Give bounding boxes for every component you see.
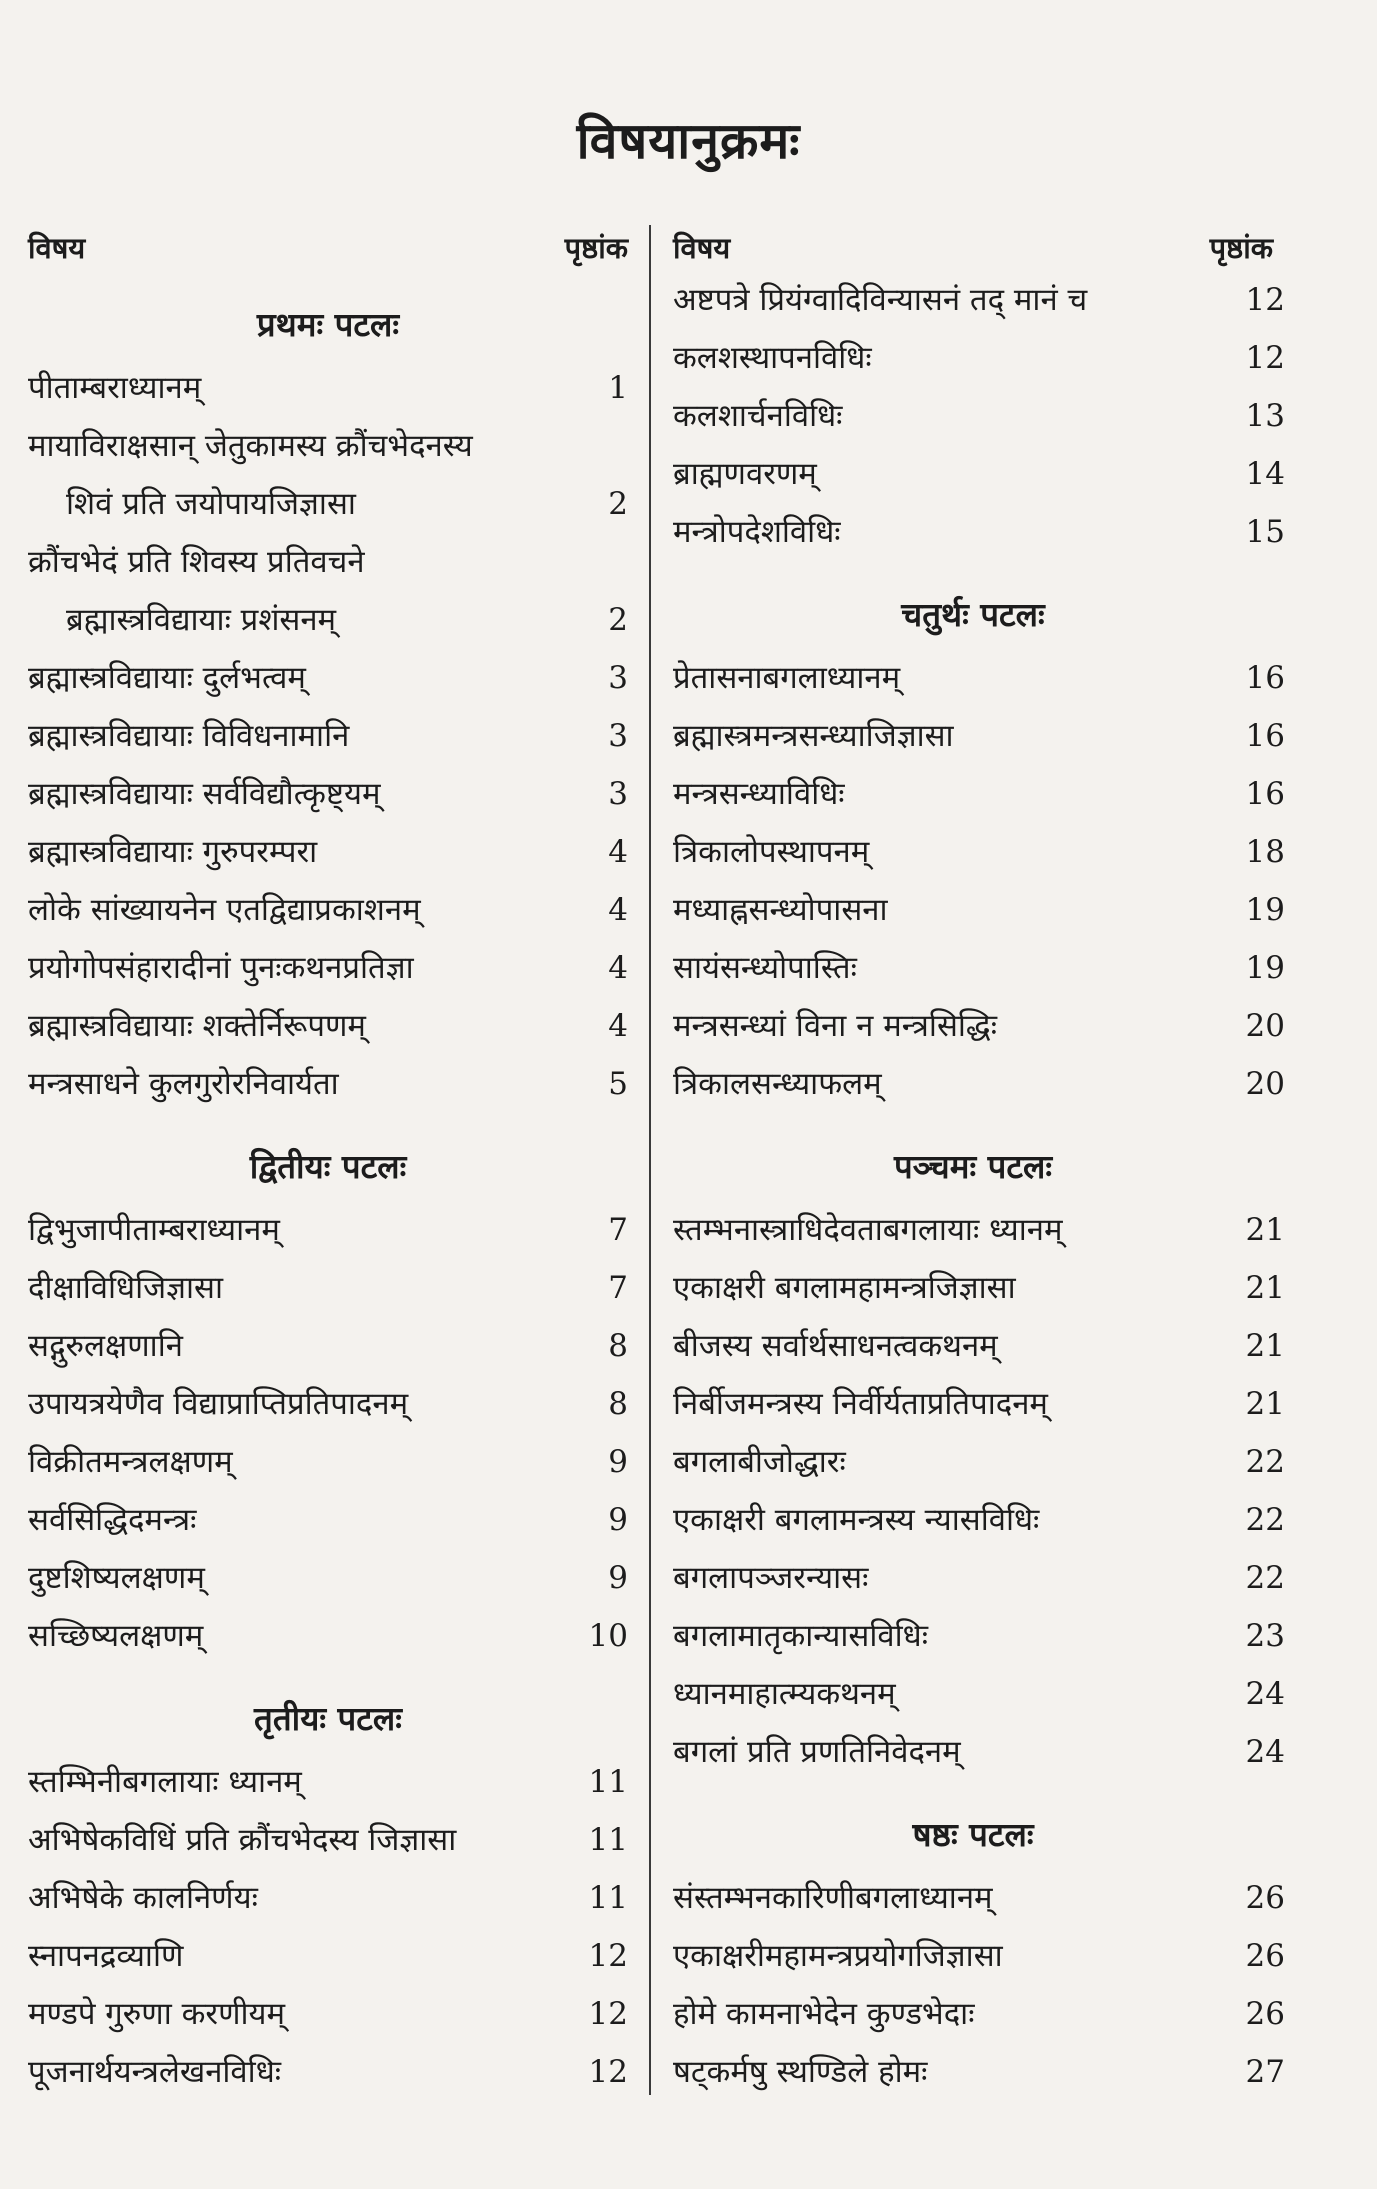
entry-page-number: 8 (608, 1328, 628, 1364)
toc-entry (28, 417, 628, 533)
toc-entry (673, 997, 1285, 1055)
toc-entry (673, 1607, 1285, 1665)
entry-page-number: 12 (1245, 282, 1285, 318)
toc-entry (673, 1055, 1285, 1113)
entry-page-number: 24 (1245, 1734, 1285, 1770)
toc-entry (673, 823, 1285, 881)
toc-entry (28, 1433, 628, 1491)
subject-header: विषय (28, 231, 86, 265)
toc-entry (673, 1433, 1285, 1491)
section-heading: द्वितीयः पटलः (249, 1147, 407, 1186)
page-header: पृष्ठांक (564, 231, 628, 265)
entry-title: एकाक्षरीमहामन्त्रप्रयोगजिज्ञासा (673, 1938, 1003, 1974)
toc-entry (28, 707, 628, 765)
entry-page-number: 22 (1245, 1560, 1285, 1596)
toc-entry (28, 1811, 628, 1869)
entry-title: दीक्षाविधिजिज्ञासा (28, 1270, 224, 1306)
toc-entry (673, 1927, 1285, 1985)
entry-page-number: 3 (608, 776, 628, 812)
entry-page-number: 12 (1245, 340, 1285, 376)
section-heading: चतुर्थः पटलः (901, 595, 1045, 634)
entry-page-number: 2 (608, 486, 628, 522)
entry-page-number: 11 (588, 1880, 628, 1916)
entry-page-number: 11 (588, 1822, 628, 1858)
entry-title: पीताम्बराध्यानम् (28, 370, 202, 406)
entry-page-number: 9 (608, 1502, 628, 1538)
entry-title: षट्कर्मषु स्थण्डिले होमः (673, 2054, 928, 2090)
toc-entry (28, 1607, 628, 1665)
entry-title: मण्डपे गुरुणा करणीयम् (28, 1996, 286, 2032)
entry-title: अष्टपत्रे प्रियंग्वादिविन्यासनं तद् मानं च (673, 282, 1088, 318)
entry-page-number: 19 (1245, 892, 1285, 928)
entry-title: अभिषेके कालनिर्णयः (28, 1880, 258, 1916)
entry-page-number: 13 (1245, 398, 1285, 434)
entry-title: द्विभुजापीताम्बराध्यानम् (28, 1212, 280, 1248)
entry-title: कलशार्चनविधिः (673, 398, 843, 434)
toc-entry (673, 1317, 1285, 1375)
entry-title: ब्रह्मास्त्रविद्यायाः शक्तेर्निरूपणम् (28, 1008, 366, 1044)
toc-entry (673, 1985, 1285, 2043)
entry-page-number: 1 (608, 370, 628, 406)
page-title: विषयानुक्रमः (576, 111, 801, 170)
entry-page-number: 2 (608, 602, 628, 638)
toc-entry (673, 1201, 1285, 1259)
entry-title: बगलापञ्जरन्यासः (673, 1560, 869, 1596)
toc-entry (28, 1201, 628, 1259)
entry-title: ब्रह्मास्त्रविद्यायाः दुर्लभत्वम् (28, 660, 306, 696)
entry-title: बगलां प्रति प्रणतिनिवेदनम् (673, 1734, 961, 1770)
entry-title: क्रौंचभेदं प्रति शिवस्य प्रतिवचने (28, 544, 365, 580)
entry-page-number: 20 (1245, 1066, 1285, 1102)
entry-title: एकाक्षरी बगलामहामन्त्रजिज्ञासा (673, 1270, 1016, 1306)
entry-title: स्तम्भनास्त्राधिदेवताबगलायाः ध्यानम् (673, 1212, 1063, 1248)
right-column (673, 225, 1285, 2101)
entry-page-number: 22 (1245, 1502, 1285, 1538)
toc-entry (673, 329, 1285, 387)
entry-page-number: 4 (608, 834, 628, 870)
entry-title: त्रिकालसन्ध्याफलम् (673, 1066, 882, 1102)
column-header (28, 225, 628, 271)
entry-title: सच्छिष्यलक्षणम् (28, 1618, 204, 1654)
entry-title: सायंसन्ध्योपास्तिः (673, 950, 857, 986)
entry-page-number: 3 (608, 660, 628, 696)
toc-entry (28, 1549, 628, 1607)
entry-title: स्तम्भिनीबगलायाः ध्यानम् (28, 1764, 302, 1800)
entry-page-number: 20 (1245, 1008, 1285, 1044)
entry-title: मन्त्रोपदेशविधिः (673, 514, 841, 550)
entry-title: लोके सांख्यायनेन एतद्विद्याप्रकाशनम् (28, 892, 421, 928)
entry-title: अभिषेकविधिं प्रति क्रौंचभेदस्य जिज्ञासा (28, 1822, 457, 1858)
toc-entry (673, 387, 1285, 445)
toc-entry (28, 997, 628, 1055)
toc-entry (28, 1927, 628, 1985)
entry-title: शिवं प्रति जयोपायजिज्ञासा (66, 486, 356, 522)
entry-title: मध्याह्नसन्ध्योपासना (673, 892, 888, 928)
toc-section (673, 585, 1285, 1113)
entry-title: होमे कामनाभेदेन कुण्डभेदाः (673, 1996, 975, 2032)
toc-entry (28, 2043, 628, 2101)
entry-title: मन्त्रसन्ध्यां विना न मन्त्रसिद्धिः (673, 1008, 997, 1044)
entry-title: संस्तम्भनकारिणीबगलाध्यानम् (673, 1880, 993, 1916)
entry-page-number: 11 (588, 1764, 628, 1800)
toc-entry (28, 1753, 628, 1811)
toc-section (28, 1689, 628, 2101)
entry-page-number: 19 (1245, 950, 1285, 986)
toc-entry (673, 1259, 1285, 1317)
entry-title: ब्राह्मणवरणम् (673, 456, 817, 492)
entry-page-number: 4 (608, 1008, 628, 1044)
entry-title: ब्रह्मास्त्रविद्यायाः प्रशंसनम् (66, 602, 337, 638)
toc-section (673, 1805, 1285, 2101)
entry-title: त्रिकालोपस्थापनम् (673, 834, 870, 870)
entry-page-number: 12 (588, 2054, 628, 2090)
entry-page-number: 14 (1245, 456, 1285, 492)
subject-header: विषय (673, 231, 731, 265)
entry-title: कलशस्थापनविधिः (673, 340, 872, 376)
toc-entry (673, 939, 1285, 997)
toc-entry (673, 445, 1285, 503)
page-header: पृष्ठांक (1209, 231, 1273, 265)
toc-entry (28, 359, 628, 417)
entry-page-number: 21 (1245, 1386, 1285, 1422)
toc-entry (673, 881, 1285, 939)
toc-entry (673, 1869, 1285, 1927)
toc-entry (673, 1665, 1285, 1723)
entry-page-number: 16 (1245, 660, 1285, 696)
entry-page-number: 16 (1245, 776, 1285, 812)
toc-entry (28, 823, 628, 881)
entry-title: एकाक्षरी बगलामन्त्रस्य न्यासविधिः (673, 1502, 1040, 1538)
column-divider (649, 225, 651, 2095)
toc-entry (28, 1985, 628, 2043)
entry-title: बगलामातृकान्यासविधिः (673, 1618, 929, 1654)
entry-page-number: 26 (1245, 1880, 1285, 1916)
left-sections (28, 295, 628, 2101)
entry-title: ब्रह्मास्त्रविद्यायाः विविधनामानि (28, 718, 350, 754)
toc-section (28, 295, 628, 1113)
entry-title: बगलाबीजोद्धारः (673, 1444, 846, 1480)
toc-entry (28, 1055, 628, 1113)
section-heading: षष्ठः पटलः (912, 1815, 1034, 1854)
entry-title: ध्यानमाहात्म्यकथनम् (673, 1676, 896, 1712)
entry-title: प्रयोगोपसंहारादीनां पुनःकथनप्रतिज्ञा (28, 950, 414, 986)
toc-entry (28, 1259, 628, 1317)
entry-page-number: 23 (1245, 1618, 1285, 1654)
toc-section (673, 1137, 1285, 1781)
entry-page-number: 9 (608, 1560, 628, 1596)
toc-entry (28, 533, 628, 649)
entry-title: पूजनार्थयन्त्रलेखनविधिः (28, 2054, 282, 2090)
toc-entry (673, 1549, 1285, 1607)
entry-title: मायाविराक्षसान् जेतुकामस्य क्रौंचभेदनस्य (28, 428, 473, 464)
entry-page-number: 4 (608, 892, 628, 928)
section-heading: तृतीयः पटलः (254, 1699, 402, 1738)
entry-title: सद्गुरुलक्षणानि (28, 1328, 183, 1364)
entry-page-number: 27 (1245, 2054, 1285, 2090)
entry-page-number: 16 (1245, 718, 1285, 754)
toc-entry (28, 939, 628, 997)
entry-title: दुष्टशिष्यलक्षणम् (28, 1560, 205, 1596)
section-heading: प्रथमः पटलः (256, 305, 400, 344)
toc-entry (28, 765, 628, 823)
entry-page-number: 12 (588, 1938, 628, 1974)
column-header (673, 225, 1273, 271)
toc-entry (673, 707, 1285, 765)
left-column (28, 225, 628, 2101)
entry-page-number: 4 (608, 950, 628, 986)
entry-page-number: 7 (608, 1212, 628, 1248)
entry-title: ब्रह्मास्त्रमन्त्रसन्ध्याजिज्ञासा (673, 718, 954, 754)
toc-entry (673, 503, 1285, 561)
toc-entry (673, 1491, 1285, 1549)
entry-title: प्रेतासनाबगलाध्यानम् (673, 660, 901, 696)
entry-page-number: 21 (1245, 1212, 1285, 1248)
entry-page-number: 5 (608, 1066, 628, 1102)
entry-page-number: 8 (608, 1386, 628, 1422)
toc-entry (673, 1723, 1285, 1781)
entry-page-number: 26 (1245, 1938, 1285, 1974)
entry-title: स्नापनद्रव्याणि (28, 1938, 184, 1974)
entry-title: निर्बीजमन्त्रस्य निर्वीर्यताप्रतिपादनम् (673, 1386, 1048, 1422)
entry-page-number: 24 (1245, 1676, 1285, 1712)
toc-entry (28, 1375, 628, 1433)
entry-page-number: 10 (588, 1618, 628, 1654)
toc-section (28, 1137, 628, 1665)
entry-title: बीजस्य सर्वार्थसाधनत्वकथनम् (673, 1328, 998, 1364)
entry-title: सर्वसिद्धिदमन्त्रः (28, 1502, 197, 1538)
toc-entry (673, 765, 1285, 823)
entry-page-number: 18 (1245, 834, 1285, 870)
right-sections (673, 271, 1285, 2101)
toc-entry (28, 1491, 628, 1549)
toc-entry (673, 2043, 1285, 2101)
entry-page-number: 26 (1245, 1996, 1285, 2032)
entry-page-number: 7 (608, 1270, 628, 1306)
toc-entry (28, 1317, 628, 1375)
toc-section (673, 271, 1285, 561)
entry-title: मन्त्रसन्ध्याविधिः (673, 776, 845, 812)
entry-title: मन्त्रसाधने कुलगुरोरनिवार्यता (28, 1066, 339, 1102)
toc-entry (673, 271, 1285, 329)
entry-page-number: 15 (1245, 514, 1285, 550)
entry-page-number: 21 (1245, 1328, 1285, 1364)
toc-entry (28, 649, 628, 707)
entry-page-number: 22 (1245, 1444, 1285, 1480)
toc-entry (28, 881, 628, 939)
toc-entry (673, 649, 1285, 707)
entry-page-number: 9 (608, 1444, 628, 1480)
entry-page-number: 3 (608, 718, 628, 754)
entry-page-number: 12 (588, 1996, 628, 2032)
toc-entry (673, 1375, 1285, 1433)
section-heading: पञ्चमः पटलः (893, 1147, 1053, 1186)
entry-page-number: 21 (1245, 1270, 1285, 1306)
entry-title: विक्रीतमन्त्रलक्षणम् (28, 1444, 233, 1480)
entry-title: ब्रह्मास्त्रविद्यायाः सर्वविद्यौत्कृष्ट्यम् (28, 776, 381, 812)
toc-entry (28, 1869, 628, 1927)
entry-title: उपायत्रयेणैव विद्याप्राप्तिप्रतिपादनम् (28, 1386, 409, 1422)
entry-title: ब्रह्मास्त्रविद्यायाः गुरुपरम्परा (28, 834, 318, 870)
